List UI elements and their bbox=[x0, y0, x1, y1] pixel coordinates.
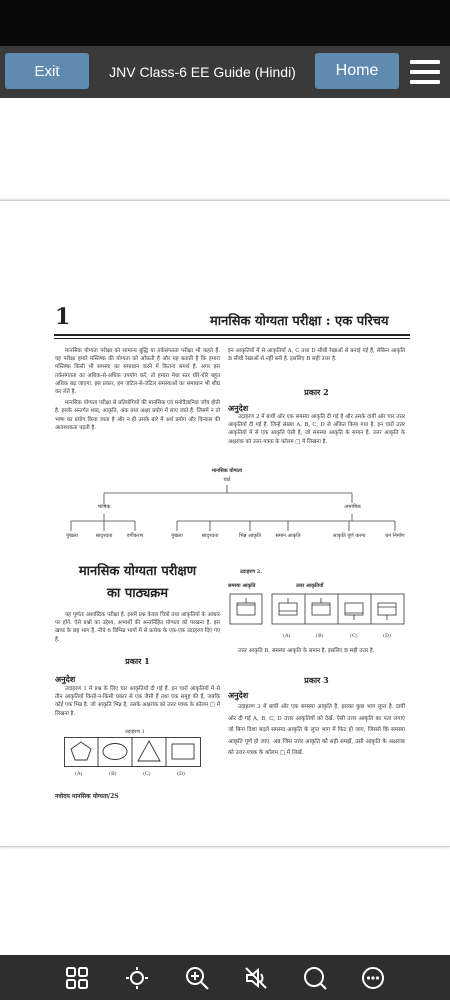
chart-leaf: गुंखला bbox=[66, 533, 78, 539]
zoom-in-icon[interactable] bbox=[184, 965, 210, 991]
title-rule bbox=[54, 334, 410, 336]
chart-leaf: सादृश्यता bbox=[201, 533, 219, 539]
example3-paragraph: उदाहरण 3 में बायीं ओर एक समस्या आकृति है. इसका कुछ भाग लुप्त है. दायीं ओर दी गई A, B, C, D उत्तर आकृतियों को देखें. ऐसी उत्तर आकृति का पता लगाएं जो बिना दिशा बदले समस्या आकृति के लुप्त भाग में फिट हो जाए, जिससे कि समस्या आकृति पूर्ण हो जाए. अब जिस उत्तर आकृति को सही समझें, उसी आकृति के अक्षरांक को उत्तर-पत्रक के कॉलम □ में लिखें. bbox=[228, 704, 405, 756]
instruction-paragraph: उदाहरण 2 में बायीं ओर एक समस्या आकृति दी गई है और उसके दायीं ओर चार उत्तर आकृतियाँ दी गई हैं. जिन्हें संख्या A, B, C, D से अंकित किया गया है. इन चारों उत्तर आकृतियों में से एक आकृति ऐसी है, जो समस्या आकृति के समान है. उत्तर आकृति के अक्षरांक को उत्तर-पत्रक के कॉलम □ में लिखना है. bbox=[228, 414, 405, 445]
chart-node-verbal: भाषिक bbox=[97, 504, 111, 510]
instruction-text bbox=[228, 413, 405, 449]
intro-text bbox=[55, 347, 220, 435]
prakar-2-heading: प्रकार 2 bbox=[304, 387, 329, 397]
prakar-1-heading: प्रकार 1 bbox=[125, 656, 150, 666]
more-icon[interactable] bbox=[360, 965, 386, 991]
option-label: (D) bbox=[177, 771, 185, 777]
example2-answer bbox=[228, 647, 405, 658]
problem-figure-label: समस्या आकृति bbox=[228, 583, 256, 589]
chart-leaf: वर्गीकरण bbox=[126, 533, 144, 539]
chart-leaf: समान आकृति bbox=[275, 533, 301, 539]
example1-paragraph: उदाहरण 1 में प्रश्न के लिए चार आकृतियाँ दी गई हैं. इन चारों आकृतियों में से तीन आकृतियाँ किसी-न-किसी प्रकार से एक जैसी हैं तथा एक समूह की हैं, जबकि कोई एक भिन्न है. जो आकृति भिन्न है, उसके अक्षरांक को उत्तर पत्रक के कॉलम □ में लिखना है. bbox=[55, 686, 220, 717]
answer-explanation: इन आकृतियों में से आकृतियाँ A, C तथा D सीधी रेखाओं से बनाई गई हैं, लेकिन आकृति B सीधी रेखाओं से नहीं बनी है. इसलिए B सही उत्तर है. bbox=[228, 348, 405, 363]
chart-leaf: आकृति पूर्ण करना bbox=[332, 533, 366, 539]
anudesh-heading: अनुदेश bbox=[55, 674, 76, 684]
example1-label: उदाहरण 1 bbox=[125, 729, 145, 735]
document-page[interactable] bbox=[0, 200, 450, 847]
option-label: (D) bbox=[383, 633, 391, 639]
syllabus-title: मानसिक योग्यता परीक्षण bbox=[78, 564, 197, 579]
search-icon[interactable] bbox=[302, 965, 328, 991]
chapter-title: मानसिक योग्यता परीक्षा : एक परिचय bbox=[210, 314, 389, 329]
chart-leaf: भिन्न आकृति bbox=[238, 533, 262, 539]
status-bar bbox=[0, 0, 450, 46]
bottom-toolbar bbox=[0, 955, 450, 1000]
grid-icon[interactable] bbox=[64, 965, 90, 991]
syllabus-paragraph: यह पूर्णतः अशाब्दिक परीक्षा है. इसमें प्रश्न केवल चित्रों तथा आकृतियों के आधार पर होंगे. ऐसे प्रश्नों का उद्देश्य, अभ्यर्थी की अन्तर्निहित योग्यता को परखना है. इस खण्ड के छह भाग हैं. नीचे 6 विभिन्न भागों में से प्रत्येक के एक-एक उदाहरण दिए गए हैं. bbox=[55, 612, 220, 643]
right-text bbox=[228, 347, 405, 366]
app-title: JNV Class-6 EE Guide (Hindi) bbox=[109, 64, 296, 80]
example2-label: उदाहरण 2. bbox=[240, 569, 262, 575]
chart-title: मानसिक योग्यता bbox=[212, 468, 242, 474]
chart-subtitle: चार्ट bbox=[223, 477, 231, 483]
page-footer: नवोदय मानसिक योग्यता/2S bbox=[55, 793, 119, 800]
chart-leaf: सादृश्यता bbox=[95, 533, 113, 539]
chart-leaf: गुंखला bbox=[171, 533, 183, 539]
example3-text bbox=[228, 702, 405, 763]
intro-paragraph: मानसिक योग्यता परीक्षा से प्रतियोगियों की मानसिक एवं मनोवैज्ञानिक जाँच होती है. इसके अन्तर्गत शब्द, आकृति, अंक तथा अक्षर प्रयोग में लाए जाते हैं. जिसमें न तो भाषा का प्रयोग किया जाता है और न ही उसके बारे में अर्थ प्रयोग और विन्यास की आवश्यकता पड़ती है. bbox=[55, 400, 220, 431]
anudesh-heading: अनुदेश bbox=[228, 403, 249, 413]
example2-answer-text: उत्तर आकृति B, समस्या आकृति के समान है. इसलिए B सही उत्तर है. bbox=[238, 648, 375, 654]
exit-button[interactable]: Exit bbox=[5, 53, 89, 89]
example1-shapes bbox=[64, 737, 200, 767]
app-bar bbox=[0, 46, 450, 98]
option-label: (B) bbox=[316, 633, 324, 639]
home-button[interactable]: Home bbox=[315, 53, 399, 89]
intro-paragraph: मानसिक योग्यता परीक्षा को सामान्य बुद्धि या तर्कसंगतता परीक्षा भी कहते हैं. यह परीक्षा हमारे मस्तिष्क की योग्यता को आँकती है और यह बताती है कि हमारा मस्तिष्क किसी भी समस्या का समाधान करने में कितना समर्थ है. अगर इस तर्कसंगतता का अधिक-से-अधिक उपयोग करें, तो हमारा मेधा स्तर धीरे-धीरे बहुत अधिक बढ़ जाएगा. इस प्रकार, हम जटिल-से-जटिल समस्याओं का समाधान भी शीघ्र कर लेते हैं. bbox=[55, 348, 220, 396]
chapter-number: 1 bbox=[55, 304, 71, 330]
option-label: (A) bbox=[283, 633, 291, 639]
example2-figure bbox=[228, 591, 408, 629]
title-rule-thin bbox=[54, 338, 410, 339]
example1-text bbox=[55, 685, 220, 721]
chart-node-nonverbal: अभाषिक bbox=[344, 504, 361, 510]
chart-connectors bbox=[55, 483, 407, 538]
syllabus-title-2: का पाठ्यक्रम bbox=[106, 586, 169, 601]
syllabus-text bbox=[55, 611, 220, 647]
option-label: (C) bbox=[143, 771, 151, 777]
menu-icon[interactable] bbox=[406, 57, 444, 87]
option-label: (C) bbox=[350, 633, 358, 639]
prakar-3-heading: प्रकार 3 bbox=[304, 675, 329, 685]
chart-leaf: घन निर्माण bbox=[385, 533, 405, 539]
brightness-icon[interactable] bbox=[124, 965, 150, 991]
answer-figures-label: उत्तर आकृतियाँ bbox=[296, 583, 324, 589]
mute-icon[interactable] bbox=[243, 965, 269, 991]
anudesh-heading: अनुदेश bbox=[228, 690, 249, 700]
option-label: (A) bbox=[75, 771, 83, 777]
option-label: (B) bbox=[109, 771, 117, 777]
